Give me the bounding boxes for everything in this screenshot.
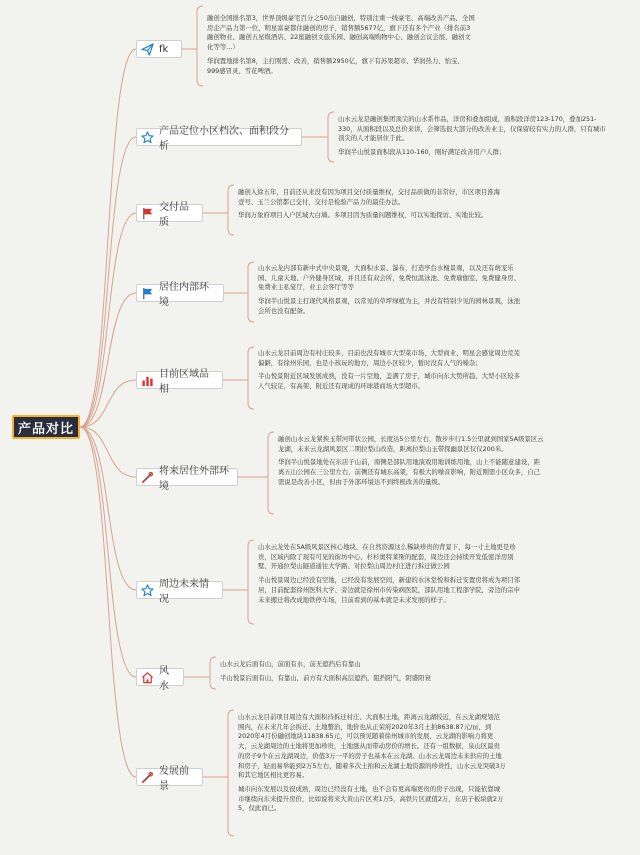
detail-paragraph: 融创全国排名第3，世界顶级豪宅百分之50出自融创，特别注重一线豪宅、高端改善产品，全国房企产品力第一位，明星富豪都住融创的房子，销售额5677亿，旗下还有多个产业（排名前3融创物业、融创五星级酒店、22座融创文旅乐园、融创高端购物中心、融创会议会展、融创文化等等…） (207, 14, 475, 52)
detail-notes-5 (258, 349, 526, 392)
detail-notes-2 (338, 115, 606, 158)
chart-icon (141, 374, 154, 387)
detail-paragraph: 城市向东发展以及很成熟，周边已经没有土地，也不会有更高端更贵的房子出现，只能依靠城市继续向东来提升房价，比如说将来大黄山片区卖1万5，高铁片区就值2万，东店子板块就2万5，仅此而已。 (238, 784, 504, 813)
detail-paragraph: 融创山水云龙紧挨玉带河带状公园，长度达5公里左右，散步步行1.5公里就到国家5A级景区云龙湖，未来云龙湖风景区二期拉梨山改造，距离拉梨山玉带探幽景区仅仅200米。 (278, 435, 544, 453)
detail-notes-7 (258, 543, 526, 605)
topic-label: 产品定位小区档次、面积段分析 (159, 126, 289, 152)
detail-paragraph: 半山悦景周边已经没有空地，已经没有发展空间，新建的水沐堂悦和拆迁安置房将成为项目邻居，目前配套徐州医科大学、旁边就是徐州市传染病医院，部队用地工程部学院，旁边的宗申未来搬迁将改成地铁停车场，目前看到的基本就是未来发展的样子。 (258, 576, 521, 604)
root-node[interactable] (12, 415, 80, 439)
topic-label: fk (159, 43, 169, 55)
detail-bracket (228, 710, 234, 836)
tools-icon (141, 471, 154, 484)
topic-8[interactable] (136, 666, 184, 692)
detail-paragraph: 山水云龙目前项目周边有大面积待拆迁村庄、大面积土地，距离云龙湖较近，在云龙湖规划范围内，在未来几年会拆迁、土地整治，地价也从正荣府2020年3月土拍8638.87元/㎡，到2020年4月份融创地块11838.65元，可以预见随着徐州城市的发展，云龙湖的影响力将更大，云龙湖周边的土地将更加珍贵，土地涨从而带动房价的增长。还有一组数据，泉山区最贵的房子9个在云龙湖周边，价值3万一平的房子也基本在云龙湖。山水云龙周边未来供应的土地和房子，轻而易举能到2万5左右，随着多次土拍和云龙湖土地资源的珍贵性，山水云龙突破3万和其它地区相比更容易。 (238, 713, 506, 780)
detail-bracket (228, 185, 234, 235)
topic-5[interactable] (136, 369, 223, 395)
topic-9[interactable] (136, 766, 203, 792)
detail-notes-3 (238, 188, 506, 221)
detail-bracket (248, 540, 254, 624)
detail-bracket (328, 112, 334, 162)
topic-label: 风水 (159, 666, 169, 692)
topic-1[interactable] (136, 40, 182, 58)
house-icon (141, 671, 154, 684)
topic-label: 交付品质 (159, 202, 189, 228)
detail-paragraph: 华润万象府项目入户区域大白墙。多项目因为质量问题维权，可以实地探访、实地比较。 (238, 211, 488, 220)
root-connector (80, 427, 136, 777)
tools-icon (141, 771, 154, 784)
detail-paragraph: 山水云龙内部有新中式中央景观，大面积水景、瀑布，打造亭台水榭景观，以及还有萌宠乐园、儿童天地、户外健身区域，并且还有双会所，免费恒温泳池、免费瑜伽室、免费健身房、免费业主私宴厅，业主会客厅等等 (258, 264, 521, 292)
detail-paragraph: 华润半山悦景地处在东店子山前，南侧是部队用地演戏用地训练用地，山上不能随意建设，距离五山公园在三公里左右，前侧还有城东高架，有极大的噪音影响，附近刚需小区众多，自己需说是改善小区，但由于外部环境达不到终极改善的量级。 (278, 458, 541, 486)
detail-paragraph: 山水云龙目前周边有村庄较多，目前也没有城市大型菜市场、大型商业、明星会感觉周边荒芜偏僻，有徐州乐园，也是小孩玩的地方，周边小区较少，暂时没有人气的嗓杂； (258, 349, 521, 367)
topic-label: 将来居住外部环境 (159, 466, 229, 492)
root-connector (80, 137, 136, 427)
detail-paragraph: 半山悦景后面有山，有靠山，前方有大面积高层遮挡，阻挡阳气，阴盛阳衰 (220, 673, 431, 682)
detail-notes-4 (258, 264, 526, 317)
detail-bracket (268, 432, 274, 514)
root-connector (80, 427, 136, 677)
topic-2[interactable] (136, 126, 302, 152)
flag-icon (141, 207, 154, 220)
detail-bracket (210, 657, 216, 689)
detail-notes-6 (278, 435, 546, 488)
detail-bracket (248, 262, 254, 322)
detail-paragraph: 华润半山悦景主打现代风格景观，以常见的草坪绿植为主，并没有特别少见的园林景观，泳池会所也没有配备。 (258, 297, 521, 315)
root-connector (80, 380, 136, 427)
detail-paragraph: 华润置地排名第8，主打刚需、改善，销售额2950亿，旗下有苏果超市、华润热力、怡宝、999感冒灵、雪花啤酒。 (207, 56, 464, 75)
detail-notes-9 (238, 713, 506, 814)
detail-paragraph: 华润半山悦景面积段从110-160，刚好满足改善用户人群； (338, 148, 506, 157)
detail-paragraph: 半山悦景附近区域发展成熟，没有一片空地，盖满了房子，城市向东大势所趋，大型小区较多人气较足，有高架、附近还有现成的环球港商场大型超市。 (258, 372, 521, 391)
blue-flag-icon (141, 287, 154, 300)
topic-4[interactable] (136, 282, 224, 308)
topic-6[interactable] (136, 466, 238, 492)
root-connector (80, 49, 136, 427)
root-connector (80, 293, 136, 427)
detail-paragraph: 山水云龙是融创集团顶尖的山水系作品，洋房和叠加组成，面积段洋房123-170，叠加251-330，从面积段以及总价来讲，会筛选很大部分的改善业主，仅保留较有实力的人群，只有城市顶尖的人才能居住于此。 (338, 115, 606, 143)
topic-label: 目前区域品相 (159, 369, 209, 395)
detail-notes-8 (220, 660, 488, 683)
detail-bracket (197, 6, 203, 86)
detail-notes-1 (207, 14, 475, 76)
root-label: 产品对比 (17, 421, 74, 437)
detail-paragraph: 山水云龙后面有山，前面有水，前无遮挡后有靠山 (220, 660, 361, 668)
star-icon (141, 584, 154, 597)
star-icon (141, 131, 154, 144)
detail-paragraph: 山水云龙处在5A级风景区核心地块，在自然资源这么稀缺珍贵的背景下，每一寸土地更是珍贵，区域内除了现有可见的街坊中心、杉杉奥特莱斯的配套，周边还会持续开发低密洋房别墅、开通拉梨山隧道通往大学路、对拉梨山周边村庄进行拆迁做公园 (258, 543, 516, 571)
topic-label: 周边未来情况 (159, 579, 209, 605)
detail-bracket (248, 347, 254, 409)
detail-paragraph: 融创入徐五年，目前还从来没有因为项目交付质量维权，交付品质做的非常好，市区项目淮海壹号、玉兰公馆都已交付，交付是检验产品力的最佳办法。 (238, 188, 501, 206)
topic-label: 发展前景 (159, 766, 189, 792)
topic-label: 居住内部环境 (159, 282, 209, 308)
topic-3[interactable] (136, 202, 203, 228)
paper-plane-icon (141, 43, 154, 56)
topic-7[interactable] (136, 579, 223, 605)
